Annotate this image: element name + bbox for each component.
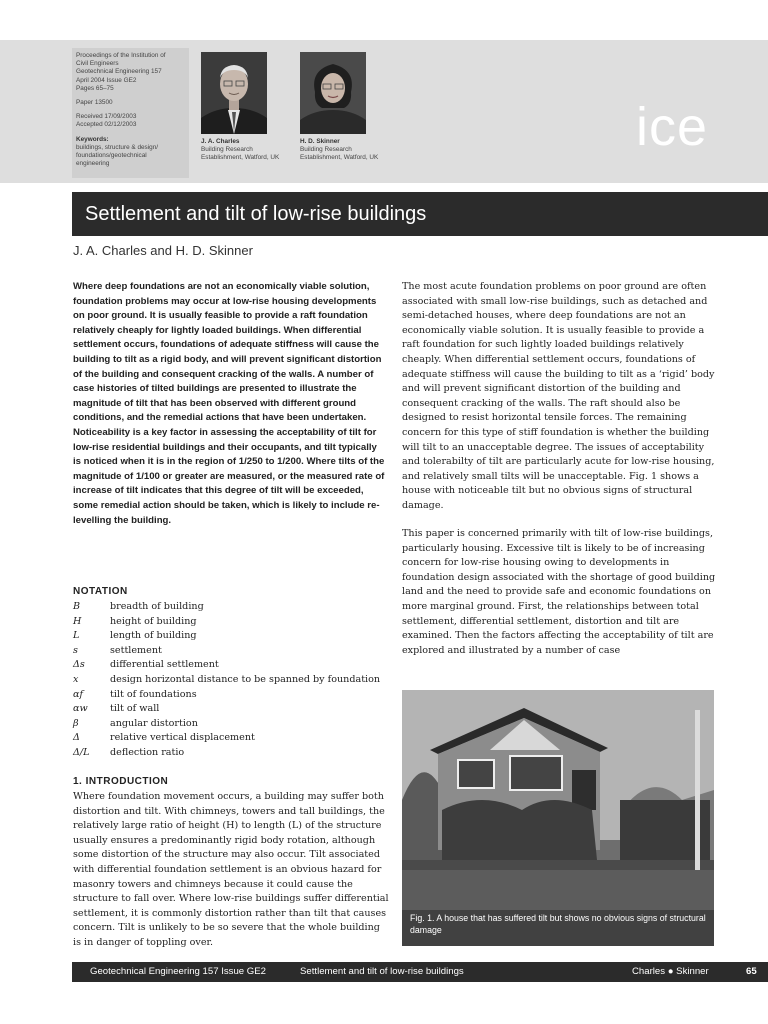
abstract: Where deep foundations are not an economically viable solution, foundation problems may occur at low-rise housing developments on poor ground. It is usually feasible to provide a raft foundation relatively cheaply for lightly loaded buildings. When differential settlement occurs, foundations of adequate stiffness will cause the building to tilt as a rigid body, and will prevent significant distortion of the building and consequent cracking of the walls. A number of case histories of tilted buildings are presented to illustrate the magnitude of tilt that has been observed with different ground conditions, and the remedial actions that have been undertaken. Noticeability is a key factor in assessing the acceptability of tilt for low-rise residential buildings and their occupants, and tilt typically is noticed when it is in the region of 1/250 to 1/200. Where tilts of the magnitude of 1/100 or greater are measured, or the measured rate of increase of tilt indicates that this degree of tilt will be exceeded, some remedial action should be taken, which is likely to include re-levelling the building. <box>73 281 385 526</box>
notation-symbol: x <box>73 673 79 685</box>
page-footer <box>72 962 768 982</box>
notation-definition: height of building <box>110 615 197 627</box>
byline: J. A. Charles and H. D. Skinner <box>73 243 253 258</box>
notation-symbol: Δs <box>73 659 85 671</box>
received-date: Received 17/09/2003 <box>76 113 137 121</box>
notation-definition: length of building <box>110 630 197 642</box>
author-name: H. D. Skinner <box>300 138 340 145</box>
notation-row <box>73 600 393 615</box>
keywords-line: engineering <box>76 160 110 168</box>
notation-row <box>73 702 393 717</box>
notation-symbol: s <box>73 644 78 656</box>
notation-definition: breadth of building <box>110 601 204 612</box>
introduction-paragraph: Where foundation movement occurs, a building may suffer both distortion and tilt. With chimneys, towers and tall buildings, the relatively large ratio of height (H) to length (L) of the structure usually ensures a predominantly rigid body rotation, although some distortion of the structure may also occur. Tilt associated with differential foundation settlement is an obvious hazard for masonry towers and chimneys because it could cause the structure to fall over. Where low-rise buildings suffer differential settlement, it is commonly distortion rather than tilt that causes concern. Tilt is unlikely to be so severe that the whole building is in danger of toppling over. <box>73 791 389 948</box>
notation-definition: tilt of wall <box>110 703 160 715</box>
ice-logo: ice <box>636 97 709 157</box>
author-affiliation: Building Research <box>201 146 253 153</box>
meta-line: Civil Engineers <box>76 60 119 68</box>
notation-symbol: B <box>73 601 81 612</box>
notation-symbol: H <box>73 615 82 627</box>
page-number: 65 <box>746 966 757 977</box>
author-photo-skinner <box>300 52 366 134</box>
notation-row <box>73 673 393 688</box>
notation-definition: relative vertical displacement <box>110 732 255 744</box>
figure-1-caption: Fig. 1. A house that has suffered tilt but shows no obvious signs of structural damage <box>402 910 714 946</box>
notation-list <box>73 600 393 761</box>
notation-symbol: β <box>73 717 79 729</box>
keywords-line: foundations/geotechnical <box>76 152 147 160</box>
body-paragraph-1: The most acute foundation problems on poor ground are often associated with small low-rise buildings, such as detached and semi-detached houses, where deep foundations are not an economically viable solution. It is usually feasible to provide a raft foundation for such lightly loaded buildings relatively cheaply. When differential settlement occurs, foundations of adequate stiffness will cause the building to tilt as a ‘rigid’ body and will prevent significant distortion of the building and consequent cracking of the walls. The raft should also be designed to resist horizontal tensile forces. The remaining concern for this type of stiff foundation is whether the building will tilt to an unacceptable degree. The issues of acceptability and tolerabilty of tilt are particularly acute for low-rise housing, and relatively small tilts will be unacceptable. Fig. 1 shows a house with noticeable tilt but no obvious signs of structural damage. <box>402 281 715 511</box>
footer-journal: Geotechnical Engineering 157 Issue GE2 <box>90 966 266 977</box>
notation-symbol: αf <box>73 688 84 700</box>
notation-definition: angular distortion <box>110 717 198 729</box>
author-name: J. A. Charles <box>201 138 240 145</box>
notation-row <box>73 629 393 644</box>
notation-definition: design horizontal distance to be spanned by foundation <box>110 673 381 685</box>
notation-symbol: αw <box>73 703 88 715</box>
accepted-date: Accepted 02/12/2003 <box>76 121 137 129</box>
section-heading-introduction: 1. INTRODUCTION <box>73 776 169 787</box>
notation-symbol: Δ <box>73 732 80 744</box>
author-photo-charles <box>201 52 267 134</box>
notation-row <box>73 746 393 761</box>
figure-1-photo <box>402 690 714 946</box>
notation-definition: settlement <box>110 644 162 656</box>
author-caption-skinner <box>300 138 410 162</box>
notation-row <box>73 615 393 630</box>
meta-line: April 2004 Issue GE2 <box>76 76 137 84</box>
notation-definition: differential settlement <box>110 659 219 671</box>
notation-heading: NOTATION <box>73 586 128 597</box>
article-title: Settlement and tilt of low-rise buildings <box>85 203 427 225</box>
notation-symbol: L <box>73 630 80 642</box>
notation-definition: deflection ratio <box>110 746 185 758</box>
paper-number: Paper 13500 <box>76 99 113 107</box>
notation-row <box>73 688 393 703</box>
author-affiliation: Establishment, Watford, UK <box>201 154 280 161</box>
notation-row <box>73 658 393 673</box>
notation-definition: tilt of foundations <box>110 688 197 700</box>
footer-article-title: Settlement and tilt of low-rise buildings <box>300 966 464 977</box>
keywords-line: buildings, structure & design/ <box>76 143 159 151</box>
meta-line: Proceedings of the Institution of <box>76 52 166 59</box>
author-affiliation: Building Research <box>300 146 352 153</box>
notation-row <box>73 717 393 732</box>
notation-row <box>73 731 393 746</box>
publication-metadata <box>72 48 189 178</box>
meta-line: Pages 65–75 <box>76 84 114 92</box>
meta-line: Geotechnical Engineering 157 <box>76 68 162 76</box>
author-caption-charles <box>201 138 311 162</box>
keywords-label: Keywords: <box>76 135 109 143</box>
notation-symbol: Δ/L <box>73 746 90 758</box>
notation-row <box>73 644 393 659</box>
author-affiliation: Establishment, Watford, UK <box>300 154 379 161</box>
body-paragraph-2: This paper is concerned primarily with tilt of low-rise buildings, particularly housing. Excessive tilt is likely to be of increasing concern for low-rise housing owing to developments in foundation design associated with the shortage of good building land and the need to provide safe and economic foundations on more marginal ground. First, the relationships between total settlement, differential settlement, distortion and tilt are examined. Then the factors affecting the acceptability of tilt are explored and illustrated by a number of case <box>402 528 716 656</box>
footer-authors: Charles ● Skinner <box>632 966 709 977</box>
